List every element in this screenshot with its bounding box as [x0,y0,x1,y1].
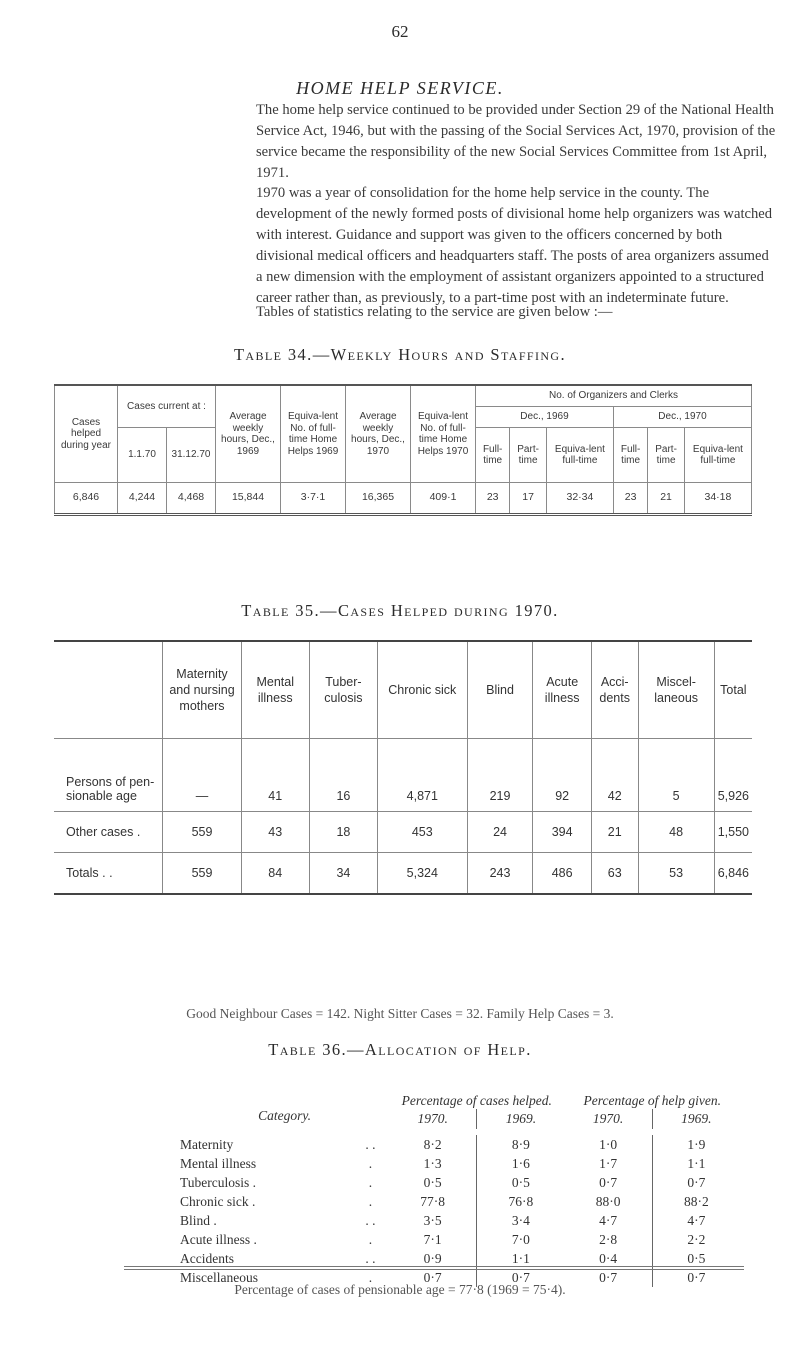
t36-cell: 0·9 [389,1249,477,1268]
t36-cell: 7·1 [389,1230,477,1249]
t34-cell: 32·34 [546,483,613,515]
t35-header-blank [54,641,163,739]
t34-cell: 6,846 [55,483,118,515]
t36-cell: 76·8 [508,1193,534,1209]
t36-dots: . [368,1155,373,1171]
t36-cell: 0·5 [389,1173,477,1192]
t34-cell: 15,844 [216,483,281,515]
t36-category: Blind . [180,1212,217,1228]
table-row [180,1173,740,1192]
t35-row-label: Persons of pen-sionable age [54,739,163,812]
t36-cell: 0·7 [564,1173,652,1192]
t35-header-acute-illness: Acute illness [533,641,591,739]
t36-category: Miscellaneous [180,1269,258,1285]
t36-cell: 2·8 [564,1230,652,1249]
t36-category: Mental illness [180,1155,257,1171]
t36-cell: 88·2 [683,1193,709,1209]
t35-cell: 1,550 [714,812,752,853]
t34-cell: 21 [648,483,685,515]
t35-cell: — [163,739,241,812]
t36-cell: 0·5 [687,1250,706,1266]
t36-header-help-1969: 1969. [681,1111,712,1126]
t36-dots: . [368,1231,373,1247]
t34-header-part-time-70: Part-time [648,428,685,483]
t36-header-cases-1969: 1969. [505,1111,537,1126]
t36-cell: 7·0 [511,1231,530,1247]
t36-cell: 1·0 [564,1135,652,1154]
t36-cell: 88·0 [564,1192,652,1211]
t34-header-cases-helped: Cases helped during year [55,385,118,483]
paragraph-1: The home help service continued to be provided under Section 29 of the National Health Service Act, 1946, but with the passing of the Social Services Act, 1970, provision of the service became the responsibility of the new Social Services Committee from 1st April, 1971. [256,102,776,181]
t35-cell: 486 [533,853,591,895]
t36-dots: . . [365,1136,376,1152]
t36-cell: 0·7 [564,1268,652,1287]
t34-cell: 17 [510,483,547,515]
t35-header-chronic-sick: Chronic sick [377,641,467,739]
t36-cell: 1·1 [687,1155,706,1171]
t36-cell: 1·6 [511,1155,530,1171]
t34-header-dec70: Dec., 1970 [613,407,751,428]
t34-header-date2: 31.12.70 [167,428,216,483]
t35-cell: 219 [467,739,533,812]
t35-cell: 24 [467,812,533,853]
t35-cell: 6,846 [714,853,752,895]
t36-cell: 1·9 [687,1136,706,1152]
t36-header-category: Category. [258,1108,311,1123]
t36-cell: 3·5 [389,1211,477,1230]
t36-header-pct-cases: Percentage of cases helped. [401,1093,552,1108]
t35-row-label: Other cases . [54,812,163,853]
t35-cell: 5,926 [714,739,752,812]
page-number: 62 [391,22,409,41]
t34-header-cases-current: Cases current at : [118,385,216,428]
t35-cell: 243 [467,853,533,895]
t34-header-date1: 1.1.70 [118,428,167,483]
table35 [54,640,752,895]
table36 [180,1093,740,1287]
t36-cell: 0·7 [389,1268,477,1287]
t35-cell: 92 [533,739,591,812]
t35-header-maternity: Maternity and nursing mothers [163,641,241,739]
t35-cell: 63 [591,853,638,895]
table36-footnote: Percentage of cases of pensionable age = 77·8 (1969 = 75·4). [234,1282,566,1297]
t36-header-cases-1970: 1970. [389,1109,477,1129]
t36-cell: 3·4 [511,1212,530,1228]
t34-cell: 34·18 [684,483,751,515]
t34-cell: 3·7·1 [281,483,346,515]
t36-dots: . [368,1174,373,1190]
t36-cell: 0·7 [687,1269,706,1285]
t34-cell: 16,365 [346,483,411,515]
t36-cell: 8·9 [511,1136,530,1152]
table-row [180,1192,740,1211]
t36-cell: 8·2 [389,1135,477,1154]
t35-cell: 48 [638,812,714,853]
t35-header-accidents: Acci-dents [591,641,638,739]
t35-header-mental-illness: Mental illness [241,641,309,739]
table36-bottom-rule [124,1266,744,1270]
t35-cell: 559 [163,853,241,895]
table35-note: Good Neighbour Cases = 142. Night Sitter Cases = 32. Family Help Cases = 3. [186,1006,614,1021]
t34-header-equiv-70: Equiva-lent No. of full-time Home Helps 1970 [411,385,476,483]
t36-cell: 0·4 [564,1249,652,1268]
t36-category: Accidents [180,1250,234,1266]
table35-title: Table 35.—Cases Helped during 1970. [241,601,559,620]
t34-header-equiv-69: Equiva-lent No. of full-time Home Helps 1969 [281,385,346,483]
table-row [180,1135,740,1154]
t35-header-tuberculosis: Tuber-culosis [309,641,377,739]
t35-cell: 5,324 [377,853,467,895]
t35-cell: 42 [591,739,638,812]
t35-row-label: Totals . . [54,853,163,895]
t35-cell: 18 [309,812,377,853]
t35-cell: 394 [533,812,591,853]
t34-header-equiv-69-org: Equiva-lent full-time [546,428,613,483]
t36-cell: 1·7 [564,1154,652,1173]
t36-dots: . [368,1193,373,1209]
t36-cell: 1·3 [389,1154,477,1173]
t36-category: Chronic sick . [180,1193,256,1209]
t36-category: Acute illness . [180,1231,257,1247]
t35-header-total: Total [714,641,752,739]
t36-dots: . . [365,1212,376,1228]
section-title: HOME HELP SERVICE. [296,78,504,98]
t36-cell: 4·7 [564,1211,652,1230]
t34-header-equiv-70-org: Equiva-lent full-time [684,428,751,483]
t35-cell: 53 [638,853,714,895]
t36-cell: 1·1 [511,1250,530,1266]
t34-cell: 23 [476,483,510,515]
t35-cell: 84 [241,853,309,895]
t36-cell: 2·2 [687,1231,706,1247]
t34-cell: 23 [613,483,647,515]
t34-cell: 4,468 [167,483,216,515]
t36-category: Maternity [180,1136,234,1152]
t34-header-avg-hours-70: Average weekly hours, Dec., 1970 [346,385,411,483]
t34-header-organizers: No. of Organizers and Clerks [476,385,752,407]
table34-title: Table 34.—Weekly Hours and Staffing. [233,345,567,364]
t34-header-dec69: Dec., 1969 [476,407,614,428]
paragraph-3: Tables of statistics relating to the service are given below :— [256,304,613,320]
table36-title: Table 36.—Allocation of Help. [268,1040,532,1059]
t35-cell: 4,871 [377,739,467,812]
table-row [180,1154,740,1173]
t36-cell: 0·7 [511,1269,530,1285]
t36-cell: 0·5 [511,1174,530,1190]
t36-header-pct-help: Percentage of help given. [583,1093,721,1108]
t35-cell: 5 [638,739,714,812]
t35-cell: 21 [591,812,638,853]
t35-cell: 559 [163,812,241,853]
t34-header-part-time-69: Part-time [510,428,547,483]
t34-header-avg-hours-69: Average weekly hours, Dec., 1969 [216,385,281,483]
t35-cell: 43 [241,812,309,853]
t34-header-full-time-70: Full-time [613,428,647,483]
table-row [180,1230,740,1249]
t34-cell: 4,244 [118,483,167,515]
paragraph-2: 1970 was a year of consolidation for the home help service in the county. The development of the newly formed posts of divisional home help organizers was watched with interest. Guidance and support was given to the officers concerned by both divisional medical officers and headquarters staff. The posts of area organizers assumed a new dimension with the employment of assistant organizers appointed to a structured career rather than, as previously, to a part-time post with an indeterminate future. [256,185,773,306]
t35-header-miscellaneous: Miscel-laneous [638,641,714,739]
t36-dots: . [368,1269,373,1285]
t34-header-full-time-69: Full-time [476,428,510,483]
t35-cell: 453 [377,812,467,853]
table34 [54,384,752,516]
t34-cell: 409·1 [411,483,476,515]
t36-cell: 77·8 [389,1192,477,1211]
t36-dots: . . [365,1250,376,1266]
t36-header-help-1970: 1970. [564,1109,652,1129]
table-row [180,1211,740,1230]
t36-category: Tuberculosis . [180,1174,257,1190]
t35-cell: 34 [309,853,377,895]
t35-header-blind: Blind [467,641,533,739]
t35-cell: 41 [241,739,309,812]
t36-cell: 4·7 [687,1212,706,1228]
t35-cell: 16 [309,739,377,812]
t36-cell: 0·7 [687,1174,706,1190]
